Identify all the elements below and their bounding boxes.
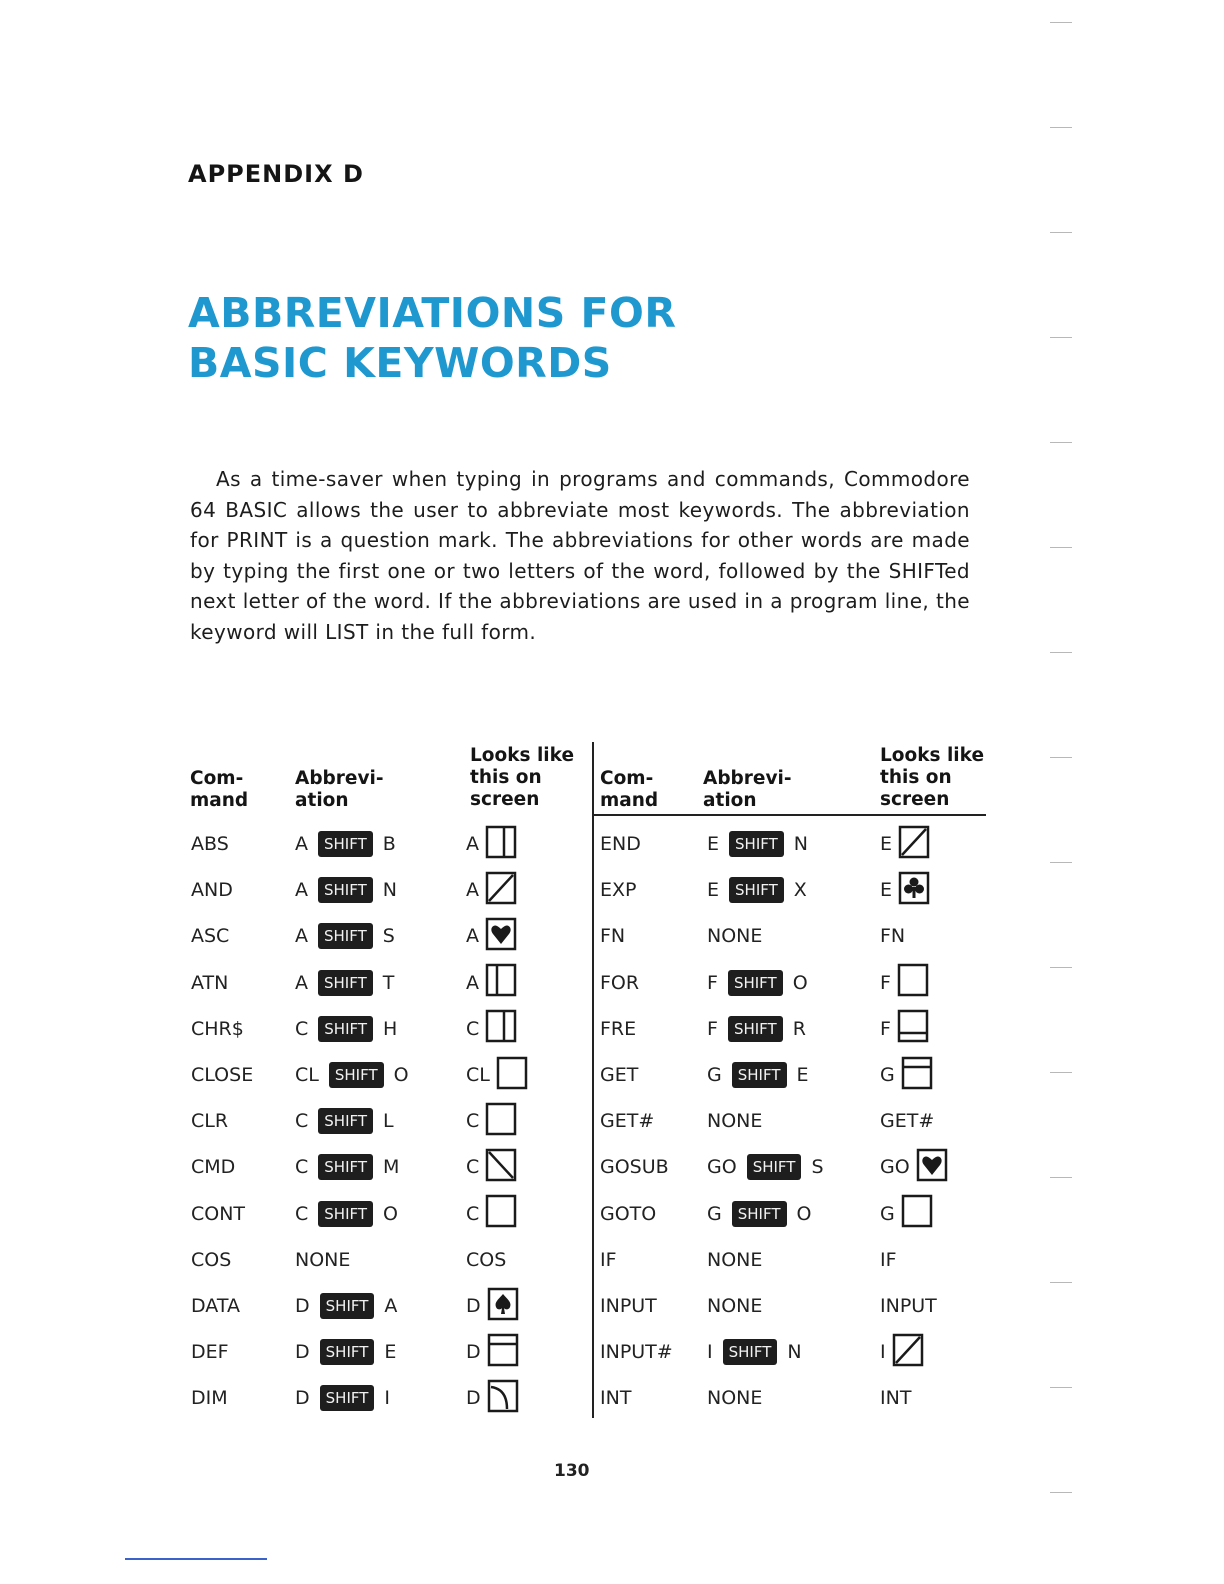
header-abbreviation-right: Abbrevi- ation	[703, 768, 792, 811]
edge-mark	[1050, 862, 1072, 863]
screen-look-cell	[466, 966, 517, 1000]
screen-look-cell	[880, 1335, 924, 1369]
command-cell: INPUT#	[600, 1341, 673, 1364]
abbreviation-key: R	[792, 1017, 806, 1040]
screen-look-cell	[880, 827, 930, 861]
screen-glyph	[479, 1009, 517, 1048]
look-prefix: A	[466, 833, 479, 855]
abbreviation-cell	[295, 969, 394, 997]
abbreviation-key: O	[792, 971, 808, 994]
shift-key: SHIFT	[728, 1016, 783, 1042]
look-prefix: C	[466, 1017, 480, 1040]
screen-glyph	[479, 1102, 517, 1141]
command-cell: CONT	[191, 1202, 246, 1225]
command-cell: GOTO	[600, 1202, 657, 1225]
abbreviation-key: N	[382, 879, 397, 902]
rect-bottom-line-icon	[897, 1009, 929, 1043]
abbreviation-prefix: C	[295, 1110, 309, 1133]
abbreviation-key: H	[383, 1017, 398, 1040]
shift-key: SHIFT	[329, 1062, 384, 1088]
screen-look-cell	[466, 1150, 517, 1184]
abbreviation-cell	[707, 1338, 802, 1366]
shift-key: SHIFT	[318, 831, 373, 857]
abbreviation-cell	[295, 1107, 394, 1135]
look-prefix: A	[466, 925, 479, 948]
screen-glyph	[479, 963, 517, 1002]
square-icon	[897, 963, 929, 997]
command-cell: GET#	[600, 1110, 655, 1133]
abbreviation-key: A	[384, 1295, 398, 1317]
shift-key: SHIFT	[723, 1339, 778, 1365]
command-cell: END	[600, 833, 641, 855]
screen-glyph	[479, 871, 517, 910]
screen-look-cell	[466, 1381, 519, 1415]
diagonal-up-icon	[892, 1333, 924, 1367]
screen-glyph	[892, 871, 930, 910]
command-cell: GOSUB	[600, 1156, 669, 1179]
screen-look-cell	[466, 1335, 519, 1369]
header-command-left: Com- mand	[190, 768, 249, 811]
look-prefix: D	[466, 1387, 481, 1410]
abbreviation-cell	[707, 1200, 811, 1228]
look-prefix: G	[880, 1202, 895, 1225]
screen-glyph	[479, 1148, 517, 1187]
look-prefix: F	[880, 1017, 891, 1040]
title-line-2: BASIC KEYWORDS	[188, 339, 612, 387]
shift-key: SHIFT	[318, 877, 373, 903]
abbreviation-key: N	[787, 1341, 802, 1364]
abbreviation-cell	[707, 876, 807, 904]
screen-glyph	[892, 825, 930, 864]
spade-icon	[487, 1287, 519, 1321]
intro-paragraph	[190, 464, 970, 648]
shift-key: SHIFT	[320, 1339, 375, 1365]
abbreviation-cell	[295, 1200, 398, 1228]
look-prefix: A	[466, 879, 479, 902]
rect-right-line-icon	[485, 825, 517, 859]
abbreviation-cell	[295, 1153, 399, 1181]
look-prefix: A	[466, 971, 479, 994]
arc-icon	[487, 1379, 519, 1413]
command-cell: DIM	[191, 1387, 228, 1410]
rect-top-line-icon	[487, 1333, 519, 1367]
diagonal-up-icon	[898, 825, 930, 859]
screen-glyph	[910, 1148, 948, 1187]
abbreviation-prefix: A	[295, 879, 308, 902]
look-prefix: I	[880, 1341, 886, 1364]
screen-glyph	[479, 825, 517, 864]
screen-look-cell	[880, 873, 930, 907]
look-text: INT	[880, 1387, 912, 1410]
shift-key: SHIFT	[729, 831, 784, 857]
appendix-label: APPENDIX D	[188, 160, 364, 188]
abbreviation-key: T	[382, 971, 395, 994]
abbreviation-none: NONE	[707, 925, 763, 948]
abbreviation-none: NONE	[707, 1387, 763, 1410]
screen-glyph	[891, 963, 929, 1002]
look-prefix: C	[466, 1202, 480, 1225]
abbreviation-prefix: CL	[295, 1064, 319, 1086]
club-icon	[898, 871, 930, 905]
page-number: 130	[554, 1461, 590, 1481]
heart-icon	[916, 1148, 948, 1182]
shift-key: SHIFT	[318, 970, 373, 996]
look-text: GET#	[880, 1110, 935, 1133]
look-prefix: CL	[466, 1064, 490, 1086]
screen-glyph	[481, 1333, 519, 1372]
abbreviation-key: O	[393, 1064, 409, 1086]
header-rule	[592, 814, 986, 816]
page-title	[188, 288, 676, 388]
screen-glyph	[886, 1333, 924, 1372]
square-icon	[485, 1194, 517, 1228]
abbreviation-key: M	[383, 1156, 400, 1179]
edge-mark	[1050, 1387, 1072, 1388]
abbreviation-key: I	[384, 1387, 391, 1410]
command-cell: FRE	[600, 1017, 637, 1040]
command-cell: EXP	[600, 879, 637, 902]
abbreviation-prefix: D	[295, 1341, 310, 1364]
screen-look-cell	[466, 1289, 519, 1323]
abbreviation-cell	[707, 1153, 824, 1181]
look-text: FN	[880, 925, 906, 948]
abbreviation-key: L	[383, 1110, 394, 1133]
shift-key: SHIFT	[729, 877, 784, 903]
abbreviation-prefix: A	[295, 925, 308, 948]
edge-mark	[1050, 1492, 1072, 1493]
edge-mark	[1050, 967, 1072, 968]
heart-icon	[485, 917, 517, 951]
screen-glyph	[895, 1056, 933, 1095]
screen-glyph	[891, 1009, 929, 1048]
shift-key: SHIFT	[732, 1062, 787, 1088]
edge-mark	[1050, 1177, 1072, 1178]
square-icon	[485, 1102, 517, 1136]
abbreviation-cell	[295, 1292, 397, 1320]
header-looks-right: Looks like this on screen	[880, 745, 984, 810]
title-line-1: ABBREVIATIONS FOR	[188, 289, 677, 337]
intro-text: As a time-saver when typing in programs and commands, Commodore 64 BASIC allows the user to abbreviate most keywords. The abbreviation for PRINT is a question mark. The abbreviations for other words are made by typing the first one or two letters of the word, followed by the SHIFTed next letter of the word. If the abbreviations are used in a program line, the keyword will LIST in the full form.	[190, 467, 970, 644]
abbreviation-cell	[707, 969, 808, 997]
screen-look-cell	[880, 1012, 929, 1046]
abbreviation-cell	[295, 830, 396, 858]
header-looks-left: Looks like this on screen	[470, 745, 574, 810]
command-cell: IF	[600, 1248, 617, 1271]
diagonal-up-icon	[485, 871, 517, 905]
screen-glyph	[479, 1194, 517, 1233]
command-cell: ASC	[191, 925, 230, 948]
diagonal-down-icon	[485, 1148, 517, 1182]
look-prefix: D	[466, 1295, 481, 1317]
edge-mark	[1050, 652, 1072, 653]
screen-look-cell	[466, 1104, 517, 1138]
command-cell: GET	[600, 1064, 639, 1086]
command-cell: AND	[191, 879, 233, 902]
abbreviation-prefix: G	[707, 1064, 722, 1086]
look-prefix: D	[466, 1341, 481, 1364]
command-cell: INPUT	[600, 1295, 657, 1317]
screen-glyph	[479, 917, 517, 956]
screen-glyph	[481, 1287, 519, 1326]
edge-mark	[1050, 1072, 1072, 1073]
shift-key: SHIFT	[320, 1293, 375, 1319]
edge-mark	[1050, 547, 1072, 548]
look-text: IF	[880, 1248, 897, 1271]
look-prefix: G	[880, 1064, 895, 1086]
abbreviation-cell	[295, 1015, 397, 1043]
command-cell: DEF	[191, 1341, 229, 1364]
edge-mark	[1050, 757, 1072, 758]
screen-look-cell	[880, 1058, 933, 1092]
abbreviation-none: NONE	[707, 1295, 763, 1317]
screen-look-cell	[466, 919, 517, 953]
abbreviation-prefix: E	[707, 879, 720, 902]
shift-key: SHIFT	[320, 1385, 375, 1411]
screen-glyph	[481, 1379, 519, 1418]
abbreviation-prefix: GO	[707, 1156, 737, 1179]
screen-glyph	[490, 1056, 528, 1095]
screen-look-cell	[466, 1058, 528, 1092]
rect-top-line-icon	[901, 1056, 933, 1090]
abbreviation-prefix: A	[295, 971, 308, 994]
edge-mark	[1050, 337, 1072, 338]
abbreviation-prefix: A	[295, 833, 308, 855]
abbreviation-cell	[707, 1061, 809, 1089]
command-cell: ATN	[191, 971, 229, 994]
abbreviation-cell	[295, 1061, 409, 1089]
abbreviation-key: X	[793, 879, 807, 902]
command-cell: INT	[600, 1387, 632, 1410]
look-prefix: C	[466, 1110, 480, 1133]
abbreviation-prefix: D	[295, 1387, 310, 1410]
screen-look-cell	[880, 1150, 948, 1184]
abbreviation-key: O	[383, 1202, 399, 1225]
abbreviation-prefix: F	[707, 971, 718, 994]
screen-look-cell	[466, 827, 517, 861]
abbreviation-prefix: I	[707, 1341, 713, 1364]
edge-mark	[1050, 1282, 1072, 1283]
abbreviation-key: E	[384, 1341, 397, 1364]
header-abbreviation-left: Abbrevi- ation	[295, 768, 384, 811]
edge-mark	[1050, 22, 1072, 23]
abbreviation-none: NONE	[707, 1110, 763, 1133]
look-text: INPUT	[880, 1295, 937, 1317]
command-cell: DATA	[191, 1295, 240, 1317]
look-prefix: E	[880, 879, 893, 902]
abbreviation-prefix: F	[707, 1017, 718, 1040]
command-cell: COS	[191, 1248, 232, 1271]
command-cell: ABS	[191, 833, 229, 855]
abbreviation-key: N	[793, 833, 808, 855]
shift-key: SHIFT	[318, 1108, 373, 1134]
abbreviation-prefix: C	[295, 1202, 309, 1225]
abbreviation-prefix: D	[295, 1295, 310, 1317]
abbreviation-key: S	[382, 925, 395, 948]
look-text: COS	[466, 1248, 507, 1271]
edge-mark	[1050, 232, 1072, 233]
shift-key: SHIFT	[318, 923, 373, 949]
shift-key: SHIFT	[728, 970, 783, 996]
screen-look-cell	[466, 1012, 517, 1046]
command-cell: CLR	[191, 1110, 229, 1133]
abbreviation-cell	[707, 1015, 806, 1043]
abbreviation-prefix: G	[707, 1202, 722, 1225]
column-divider	[592, 742, 594, 1418]
screen-look-cell	[880, 966, 929, 1000]
shift-key: SHIFT	[318, 1201, 373, 1227]
look-prefix: E	[880, 833, 893, 855]
square-icon	[496, 1056, 528, 1090]
screen-look-cell	[466, 873, 517, 907]
shift-key: SHIFT	[747, 1154, 802, 1180]
abbreviation-prefix: C	[295, 1017, 309, 1040]
shift-key: SHIFT	[318, 1154, 373, 1180]
look-prefix: GO	[880, 1156, 910, 1179]
screen-look-cell	[466, 1197, 517, 1231]
command-cell: FOR	[600, 971, 640, 994]
abbreviation-key: B	[382, 833, 396, 855]
command-cell: CMD	[191, 1156, 236, 1179]
shift-key: SHIFT	[318, 1016, 373, 1042]
command-cell: CHR$	[191, 1017, 244, 1040]
command-cell: CLOSE	[191, 1064, 254, 1086]
abbreviation-key: O	[796, 1202, 812, 1225]
square-icon	[901, 1194, 933, 1228]
abbreviation-cell	[295, 1384, 390, 1412]
abbreviation-cell	[295, 922, 395, 950]
footer-line	[125, 1558, 267, 1560]
rect-left-line-icon	[485, 963, 517, 997]
abbreviation-prefix: E	[707, 833, 720, 855]
look-prefix: C	[466, 1156, 480, 1179]
edge-mark	[1050, 127, 1072, 128]
shift-key: SHIFT	[732, 1201, 787, 1227]
abbreviation-cell	[707, 830, 808, 858]
abbreviation-cell	[295, 1338, 396, 1366]
abbreviation-prefix: C	[295, 1156, 309, 1179]
header-command-right: Com- mand	[600, 768, 659, 811]
abbreviation-key: S	[811, 1156, 824, 1179]
edge-mark	[1050, 442, 1072, 443]
abbreviation-none: NONE	[707, 1248, 763, 1271]
abbreviation-none: NONE	[295, 1248, 351, 1271]
screen-glyph	[895, 1194, 933, 1233]
look-prefix: F	[880, 971, 891, 994]
abbreviation-cell	[295, 876, 397, 904]
command-cell: FN	[600, 925, 626, 948]
abbreviation-key: E	[796, 1064, 809, 1086]
screen-look-cell	[880, 1197, 933, 1231]
rect-right-line-icon	[485, 1009, 517, 1043]
